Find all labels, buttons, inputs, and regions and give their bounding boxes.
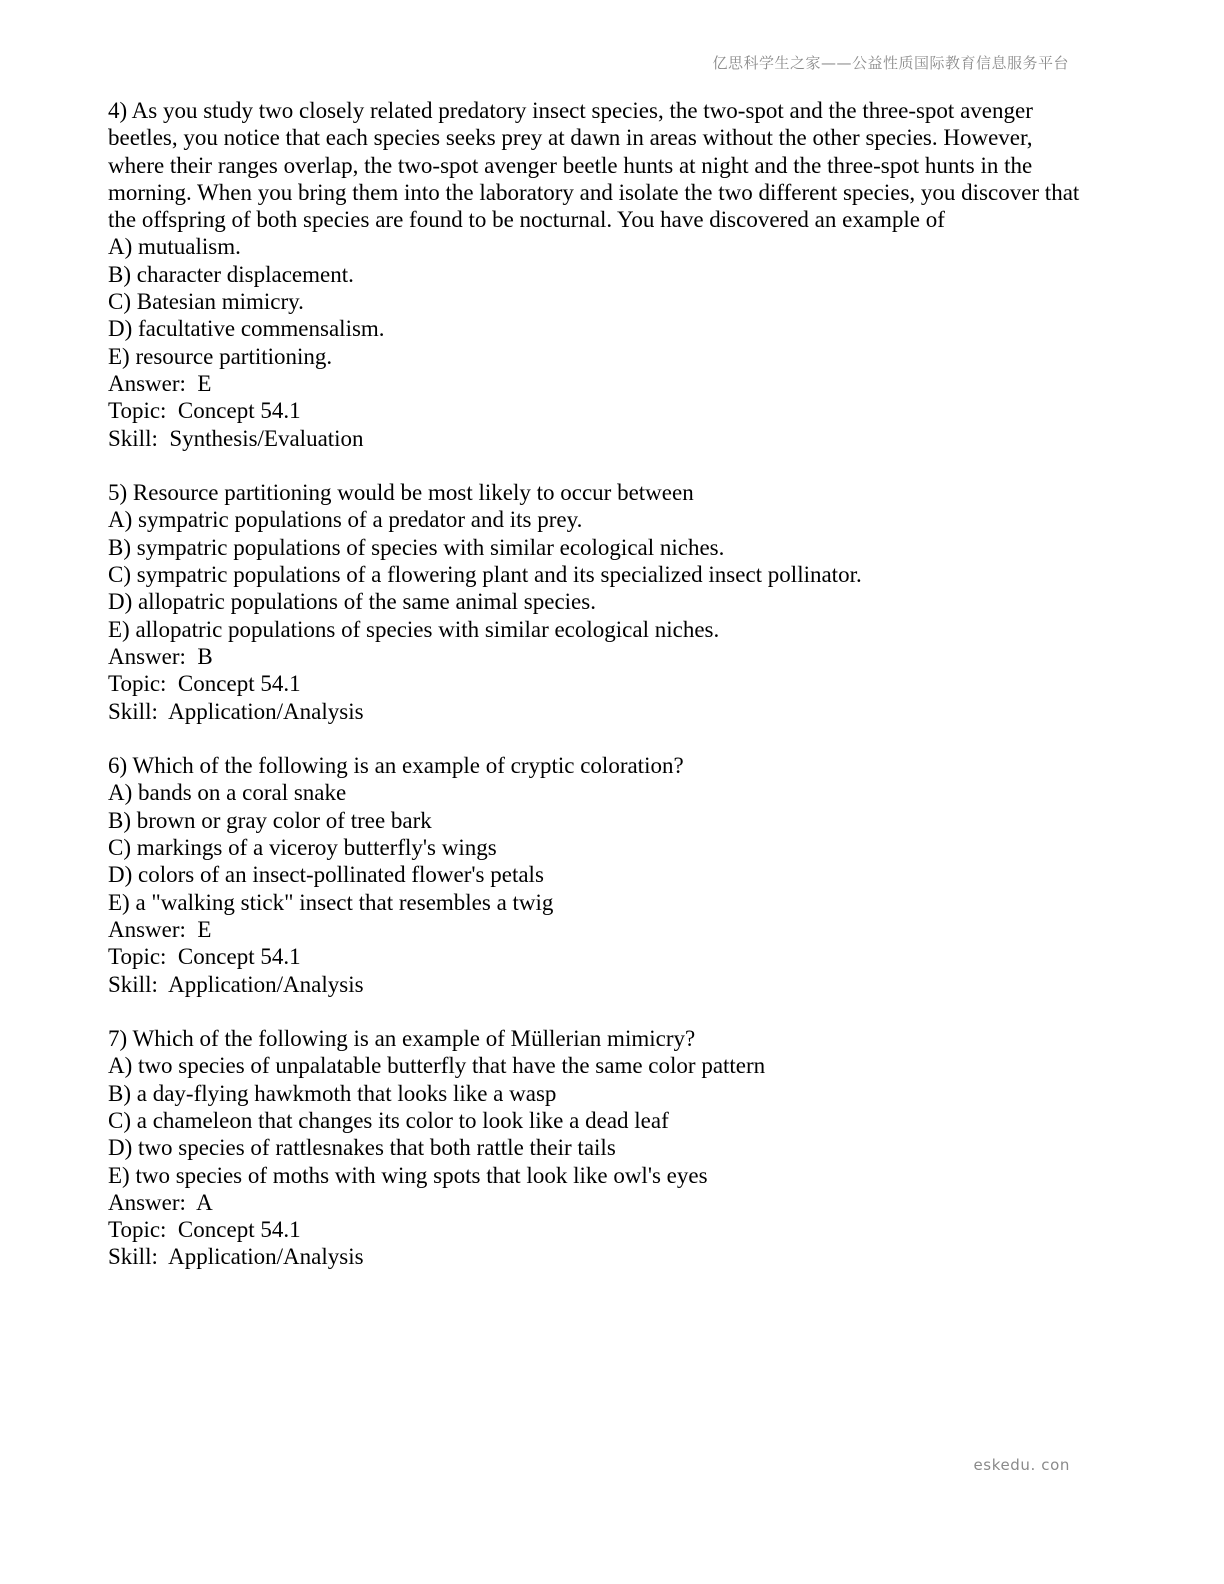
option-a: A) bands on a coral snake [108,780,347,806]
question-stem: 5) Resource partitioning would be most likely to occur between [108,480,694,506]
topic-line: Topic: Concept 54.1 [108,398,301,424]
option-e: E) a "walking stick" insect that resembles a twig [108,889,554,915]
option-a: A) mutualism. [108,234,241,260]
option-e: E) allopatric populations of species with similar ecological niches. [108,616,720,642]
option-a: A) sympatric populations of a predator and its prey. [108,507,583,533]
answer-line: Answer: A [108,1189,213,1215]
site-footer-note: eskedu. con [973,1456,1070,1474]
question-stem: 4) As you study two closely related predatory insect species, the two-spot and the three-spot avenger beetles, you notice that each species seeks prey at dawn in areas without the other species. However, where their ranges overlap, the two-spot avenger beetle hunts at night and the three-spot hunts in the morning. When you bring them into the laboratory and isolate the two different species, you discover that the offspring of both species are found to be nocturnal. You have discovered an example of [108,98,1080,233]
skill-line: Skill: Application/Analysis [108,971,364,997]
option-d: D) facultative commensalism. [108,316,385,342]
question-5 [108,479,1083,725]
answer-line: Answer: E [108,370,212,396]
option-c: C) sympatric populations of a flowering plant and its specialized insect pollinator. [108,562,862,588]
option-b: B) a day-flying hawkmoth that looks like a wasp [108,1080,557,1106]
answer-line: Answer: B [108,643,213,669]
option-c: C) markings of a viceroy butterfly's wings [108,835,497,861]
skill-line: Skill: Application/Analysis [108,698,364,724]
option-a: A) two species of unpalatable butterfly that have the same color pattern [108,1053,766,1079]
topic-line: Topic: Concept 54.1 [108,944,301,970]
option-c: C) Batesian mimicry. [108,289,304,315]
option-c: C) a chameleon that changes its color to look like a dead leaf [108,1107,669,1133]
option-b: B) brown or gray color of tree bark [108,807,432,833]
skill-line: Skill: Synthesis/Evaluation [108,425,364,451]
question-6 [108,752,1083,998]
question-4 [108,97,1083,452]
answer-line: Answer: E [108,916,212,942]
question-7 [108,1025,1083,1271]
option-d: D) allopatric populations of the same animal species. [108,589,596,615]
option-d: D) colors of an insect-pollinated flower's petals [108,862,544,888]
option-d: D) two species of rattlesnakes that both rattle their tails [108,1135,616,1161]
question-list [108,97,1083,1298]
option-b: B) character displacement. [108,261,354,287]
site-header-note: 亿思科学生之家——公益性质国际教育信息服务平台 [712,54,1069,72]
question-stem: 6) Which of the following is an example of cryptic coloration? [108,753,684,779]
topic-line: Topic: Concept 54.1 [108,1217,301,1243]
skill-line: Skill: Application/Analysis [108,1244,364,1270]
option-e: E) resource partitioning. [108,343,333,369]
question-stem: 7) Which of the following is an example of Müllerian mimicry? [108,1026,696,1052]
option-b: B) sympatric populations of species with similar ecological niches. [108,534,725,560]
option-e: E) two species of moths with wing spots that look like owl's eyes [108,1162,708,1188]
topic-line: Topic: Concept 54.1 [108,671,301,697]
